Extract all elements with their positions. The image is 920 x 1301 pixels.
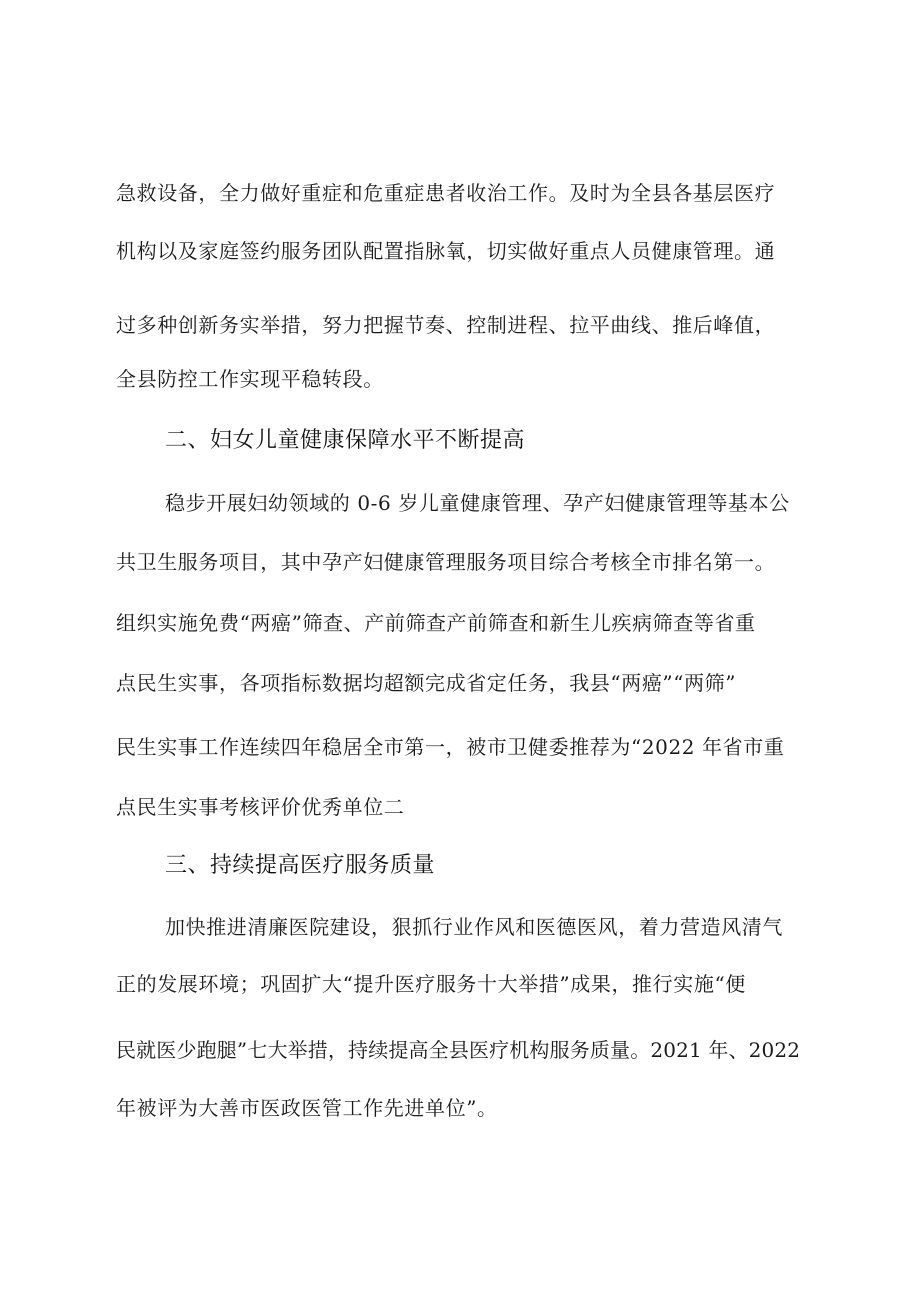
paragraph-line: 稳步开展妇幼领域的 0-6 岁儿童健康管理、孕产妇健康管理等基本公 bbox=[165, 491, 790, 515]
paragraph-line: 民就医少跑腿”七大举措，持续提高全县医疗机构服务质量。2021 年、2022 bbox=[116, 1038, 801, 1062]
paragraph-line: 民生实事工作连续四年稳居全市第一，被市卫健委推荐为“2022 年省市重 bbox=[116, 735, 785, 759]
paragraph-line: 正的发展环境；巩固扩大“提升医疗服务十大举措”成果，推行实施“便 bbox=[116, 972, 746, 996]
paragraph-line: 点民生实事考核评价优秀单位二 bbox=[116, 795, 405, 819]
paragraph-line: 全县防控工作实现平稳转段。 bbox=[116, 367, 384, 391]
paragraph-line: 加快推进清廉医院建设，狠抓行业作风和医德医风，着力营造风清气 bbox=[165, 915, 783, 939]
section-heading: 二、妇女儿童健康保障水平不断提高 bbox=[165, 428, 526, 453]
paragraph-line: 急救设备，全力做好重症和危重症患者收治工作。及时为全县各基层医疗 bbox=[116, 181, 776, 205]
paragraph-line: 机构以及家庭签约服务团队配置指脉氧，切实做好重点人员健康管理。通 bbox=[116, 239, 776, 263]
paragraph-line: 点民生实事，各项指标数据均超额完成省定任务，我县“两癌”“两筛” bbox=[116, 671, 737, 695]
section-heading: 三、持续提高医疗服务质量 bbox=[165, 853, 436, 878]
paragraph-line: 共卫生服务项目，其中孕产妇健康管理服务项目综合考核全市排名第一。 bbox=[116, 550, 776, 574]
paragraph-line: 组织实施免费“两癌”筛查、产前筛查产前筛查和新生儿疾病筛查等省重 bbox=[116, 611, 756, 635]
paragraph-line: 年被评为大善市医政医管工作先进单位”。 bbox=[116, 1096, 498, 1120]
paragraph-line: 过多种创新务实举措，努力把握节奏、控制进程、拉平曲线、推后峰值， bbox=[116, 313, 776, 337]
